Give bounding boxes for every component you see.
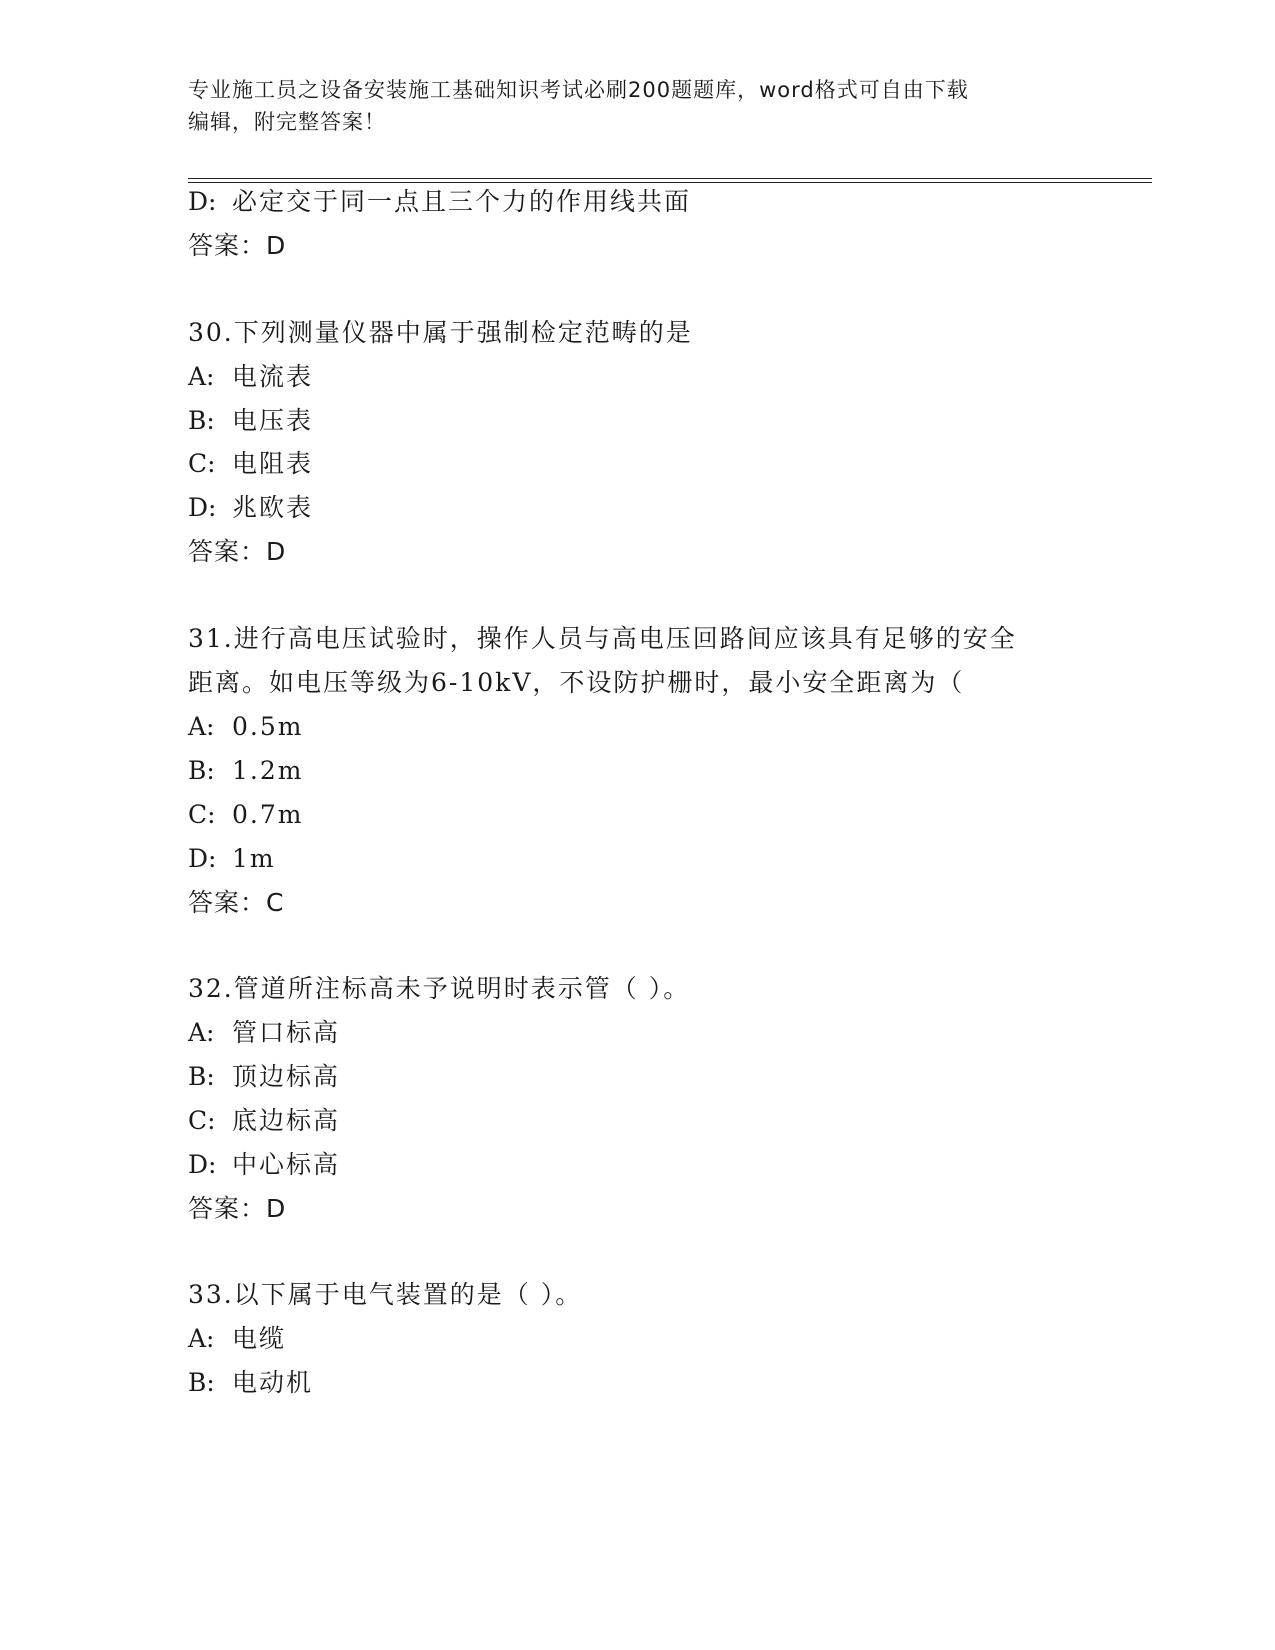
option-text: 电压表 <box>232 406 314 435</box>
q32-option-c <box>188 1099 340 1143</box>
option-letter: C: <box>188 800 216 829</box>
option-text: 兆欧表 <box>232 493 314 522</box>
prev-answer: 答案：D <box>188 231 287 260</box>
option-letter: C: <box>188 1106 216 1135</box>
q31-option-a <box>188 705 303 749</box>
header-line-2: 编辑，附完整答案！ <box>188 110 386 134</box>
option-letter: B: <box>188 1062 215 1091</box>
q31-stem-line-1: 31.进行高电压试验时，操作人员与高电压回路间应该具有足够的安全 <box>188 624 1017 653</box>
q31-option-c <box>188 793 303 837</box>
option-letter: D: <box>188 844 217 873</box>
option-text: 0.7m <box>232 800 304 829</box>
q30-stem: 30.下列测量仪器中属于强制检定范畴的是 <box>188 318 693 347</box>
q30-answer: 答案：D <box>188 537 287 566</box>
document-header <box>188 74 1068 138</box>
q32-answer: 答案：D <box>188 1194 287 1223</box>
option-text: 1.2m <box>232 756 304 785</box>
option-text: 管口标高 <box>232 1018 341 1047</box>
option-text: 0.5m <box>232 712 304 741</box>
q30-option-d <box>188 486 313 530</box>
option-text: 中心标高 <box>232 1150 341 1179</box>
option-text: 底边标高 <box>232 1106 341 1135</box>
q32-stem: 32.管道所注标高未予说明时表示管（ ）。 <box>188 974 691 1003</box>
q30-option-b <box>188 399 313 443</box>
q31-option-d <box>188 837 276 881</box>
option-letter: A: <box>188 1324 215 1353</box>
option-letter: D: <box>188 493 217 522</box>
q33-stem: 33.以下属于电气装置的是（ ）。 <box>188 1280 583 1309</box>
q33-option-a <box>188 1317 286 1361</box>
q33-option-b <box>188 1361 313 1405</box>
prev-option-d <box>188 180 691 224</box>
option-letter: D: <box>188 1150 217 1179</box>
option-text: 电动机 <box>232 1368 314 1397</box>
q30-option-c <box>188 442 313 486</box>
option-letter: A: <box>188 362 215 391</box>
option-text: 必定交于同一点且三个力的作用线共面 <box>232 187 692 216</box>
header-line-1: 专业施工员之设备安装施工基础知识考试必刷200题题库，word格式可自由下载 <box>188 78 969 102</box>
option-letter: B: <box>188 406 215 435</box>
option-text: 电阻表 <box>232 449 314 478</box>
option-text: 电流表 <box>232 362 314 391</box>
q31-answer: 答案：C <box>188 888 285 917</box>
option-letter: B: <box>188 756 215 785</box>
q32-option-b <box>188 1055 340 1099</box>
option-letter: A: <box>188 712 215 741</box>
option-text: 1m <box>232 844 276 873</box>
option-letter: B: <box>188 1368 215 1397</box>
option-letter: D: <box>188 187 217 216</box>
q31-stem-line-2: 距离。如电压等级为6-10kV，不设防护栅时，最小安全距离为（ <box>188 668 965 697</box>
option-text: 顶边标高 <box>232 1062 341 1091</box>
option-letter: C: <box>188 449 216 478</box>
q32-option-a <box>188 1011 340 1055</box>
option-text: 电缆 <box>232 1324 287 1353</box>
q32-option-d <box>188 1143 340 1187</box>
q30-option-a <box>188 355 313 399</box>
option-letter: A: <box>188 1018 215 1047</box>
q31-option-b <box>188 749 303 793</box>
